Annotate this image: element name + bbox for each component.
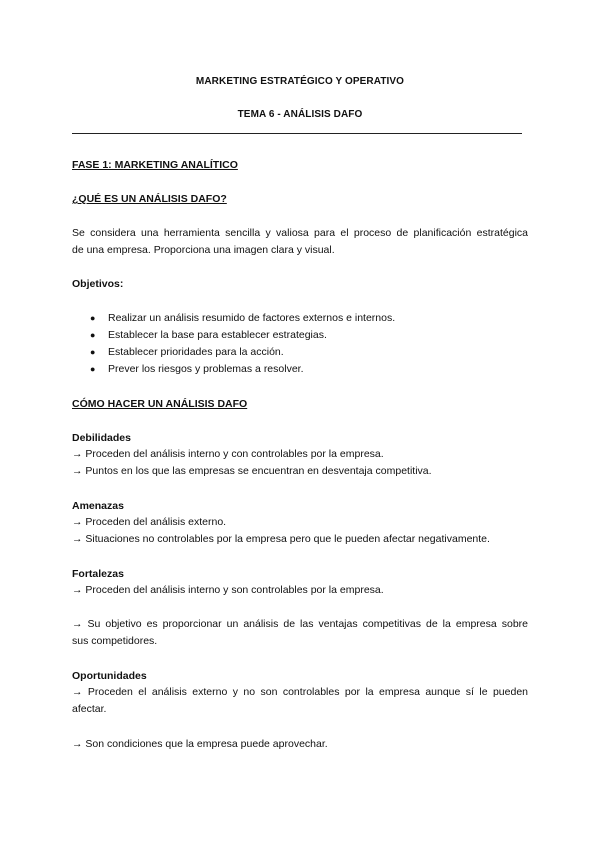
debilidades-line-2: → Puntos en los que las empresas se encuentran en desventaja competitiva. bbox=[72, 465, 432, 477]
debilidades-line-1: → Proceden del análisis interno y con controlables por la empresa. bbox=[72, 448, 384, 460]
phase-title: FASE 1: MARKETING ANALÍTICO bbox=[72, 159, 238, 171]
intro-line-2: de una empresa. Proporciona una imagen clara y visual. bbox=[72, 244, 335, 256]
list-item: Prever los riesgos y problemas a resolver. bbox=[108, 363, 304, 375]
amenazas-line-2: → Situaciones no controlables por la empresa pero que le pueden afectar negativamente. bbox=[72, 533, 490, 545]
objectives-heading: Objetivos: bbox=[72, 278, 124, 290]
fortalezas-heading: Fortalezas bbox=[72, 568, 124, 580]
fortalezas-line-1: → Proceden del análisis interno y son controlables por la empresa. bbox=[72, 584, 384, 596]
debilidades-heading: Debilidades bbox=[72, 432, 131, 444]
list-item: Realizar un análisis resumido de factores externos e internos. bbox=[108, 312, 396, 324]
list-item: Establecer prioridades para la acción. bbox=[108, 346, 284, 358]
fortalezas-line-2: → Su objetivo es proporcionar un análisis de las ventajas competitivas de la empresa sobre bbox=[72, 618, 528, 630]
list-item: Establecer la base para establecer estrategias. bbox=[108, 329, 327, 341]
oportunidades-line-2: afectar. bbox=[72, 703, 107, 715]
header-divider bbox=[72, 133, 522, 134]
document-subtitle: TEMA 6 - ANÁLISIS DAFO bbox=[237, 109, 363, 120]
oportunidades-heading: Oportunidades bbox=[72, 670, 147, 682]
amenazas-line-1: → Proceden del análisis externo. bbox=[72, 516, 227, 528]
bullet-icon: ● bbox=[90, 313, 96, 323]
fortalezas-line-3: sus competidores. bbox=[72, 635, 158, 647]
bullet-icon: ● bbox=[90, 364, 96, 374]
oportunidades-line-3: → Son condiciones que la empresa puede aprovechar. bbox=[72, 738, 328, 750]
bullet-icon: ● bbox=[90, 347, 96, 357]
section-title-what-is: ¿QUÉ ES UN ANÁLISIS DAFO? bbox=[72, 193, 227, 205]
intro-line-1: Se considera una herramienta sencilla y valiosa para el proceso de planificación estratégica bbox=[72, 227, 528, 239]
section-title-how-to: CÓMO HACER UN ANÁLISIS DAFO bbox=[72, 398, 248, 410]
oportunidades-line-1: → Proceden el análisis externo y no son controlables por la empresa aunque sí le pueden bbox=[72, 686, 528, 698]
bullet-icon: ● bbox=[90, 330, 96, 340]
document-title: MARKETING ESTRATÉGICO Y OPERATIVO bbox=[195, 76, 405, 87]
amenazas-heading: Amenazas bbox=[72, 500, 124, 512]
